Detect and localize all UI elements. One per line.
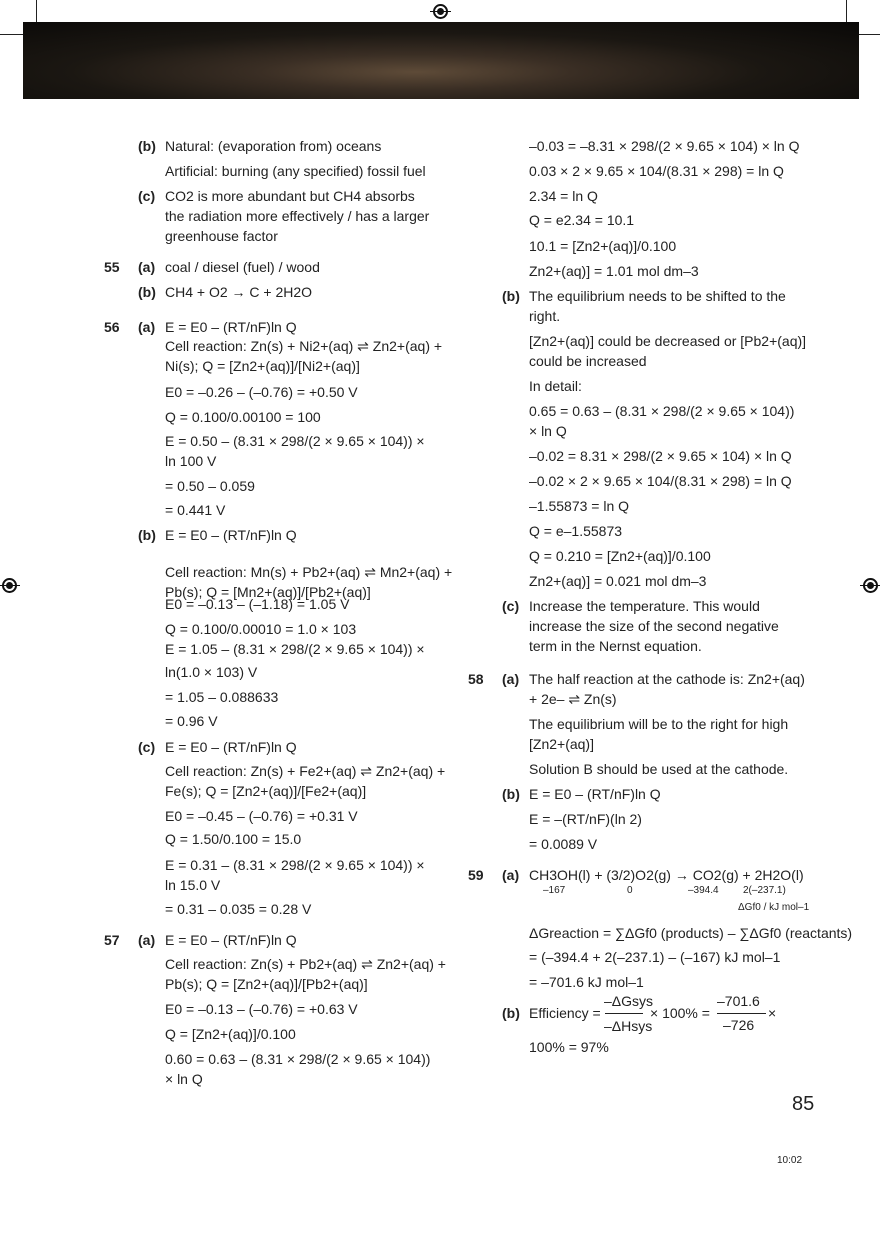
answer-line: Zn2+(aq)] = 1.01 mol dm–3 (529, 263, 699, 279)
answer-line: term in the Nernst equation. (529, 638, 702, 654)
answer-line: = 0.0089 V (529, 836, 598, 852)
part-label: (a) (502, 671, 520, 687)
answer-line: E = E0 – (RT/nF)ln Q (165, 527, 297, 543)
answer-line: Cell reaction: Zn(s) + Fe2+(aq) ⇌ Zn2+(aq) + (165, 763, 446, 779)
answer-line: –0.02 = 8.31 × 298/(2 × 9.65 × 104) × ln Q (529, 448, 792, 464)
answer-line: Increase the temperature. This would (529, 598, 760, 614)
answer-line: ln 100 V (165, 453, 217, 469)
answer-line: E = 0.31 – (8.31 × 298/(2 × 9.65 × 104)) × (165, 857, 425, 873)
answer-line: –ΔGsys (604, 993, 654, 1009)
fraction-bar (717, 1013, 766, 1014)
answer-line: –701.6 (717, 993, 760, 1009)
part-label: (b) (138, 138, 156, 154)
answer-line: = 0.96 V (165, 713, 218, 729)
answer-line: ln 15.0 V (165, 877, 221, 893)
answer-line: Pb(s); Q = [Zn2+(aq)]/[Pb2+(aq)] (165, 976, 368, 992)
answer-line: E = –(RT/nF)(ln 2) (529, 811, 642, 827)
footer-timestamp: 10:02 (777, 1155, 803, 1166)
registration-mark-icon (2, 578, 17, 593)
page-number: 85 (792, 1093, 815, 1115)
answer-line: ΔGreaction = ∑ΔGf0 (products) – ∑ΔGf0 (reactants) (529, 925, 853, 941)
question-number: 57 (104, 932, 120, 948)
answer-line: × ln Q (529, 423, 567, 439)
answer-line: 0.60 = 0.63 – (8.31 × 298/(2 × 9.65 × 104)) (165, 1051, 431, 1067)
answer-line: CH3OH(l) + (3/2)O2(g) → CO2(g) + 2H2O(l) (529, 867, 804, 883)
part-label: (c) (138, 739, 156, 755)
answer-line: = 1.05 – 0.088633 (165, 689, 279, 705)
answer-line: Efficiency = (529, 1005, 601, 1021)
part-label: (a) (138, 319, 156, 335)
answer-line: 2.34 = ln Q (529, 188, 598, 204)
answer-line: 0.03 × 2 × 9.65 × 104/(8.31 × 298) = ln Q (529, 163, 784, 179)
answer-line: greenhouse factor (165, 228, 278, 244)
part-label: (b) (502, 288, 520, 304)
part-label: (c) (138, 188, 156, 204)
answer-line: E0 = –0.45 – (–0.76) = +0.31 V (165, 808, 358, 824)
crop-mark (859, 34, 880, 35)
part-label: (b) (502, 1005, 520, 1021)
answer-line: [Zn2+(aq)] could be decreased or [Pb2+(aq)] (529, 333, 807, 349)
answer-line: The equilibrium will be to the right for high (529, 716, 789, 732)
answer-line: CO2 is more abundant but CH4 absorbs (165, 188, 415, 204)
answer-line: –0.03 = –8.31 × 298/(2 × 9.65 × 104) × ln Q (529, 138, 800, 154)
answer-line: Zn2+(aq)] = 0.021 mol dm–3 (529, 573, 707, 589)
header-banner (23, 22, 859, 99)
fraction-bar (605, 1013, 643, 1014)
answer-line: Cell reaction: Mn(s) + Pb2+(aq) ⇌ Mn2+(aq) + (165, 564, 453, 580)
question-number: 55 (104, 259, 120, 275)
answer-line: the radiation more effectively / has a larger (165, 208, 430, 224)
registration-mark-icon (433, 4, 448, 19)
part-label: (b) (138, 284, 156, 300)
answer-line: coal / diesel (fuel) / wood (165, 259, 320, 275)
answer-line: increase the size of the second negative (529, 618, 779, 634)
answer-line: Natural: (evaporation from) oceans (165, 138, 382, 154)
answer-line: could be increased (529, 353, 647, 369)
part-label: (a) (138, 259, 156, 275)
answer-line: 2(–237.1) (743, 885, 786, 896)
answer-line: = (–394.4 + 2(–237.1) – (–167) kJ mol–1 (529, 949, 781, 965)
answer-line: –1.55873 = ln Q (529, 498, 630, 514)
answer-line: –726 (723, 1017, 755, 1033)
answer-line: = 0.31 – 0.035 = 0.28 V (165, 901, 312, 917)
answer-line: –394.4 (688, 885, 719, 896)
answer-line: Fe(s); Q = [Zn2+(aq)]/[Fe2+(aq)] (165, 783, 367, 799)
answer-line: × (768, 1005, 777, 1021)
answer-line: E0 = –0.13 – (–0.76) = +0.63 V (165, 1001, 358, 1017)
answer-line: 10.1 = [Zn2+(aq)]/0.100 (529, 238, 677, 254)
answer-line: The equilibrium needs to be shifted to the (529, 288, 786, 304)
answer-line: Cell reaction: Zn(s) + Pb2+(aq) ⇌ Zn2+(aq) + (165, 956, 446, 972)
answer-line: –ΔHsys (604, 1018, 653, 1034)
answer-line: –167 (543, 885, 566, 896)
answer-line: right. (529, 308, 561, 324)
answer-line: Q = e–1.55873 (529, 523, 623, 539)
answer-line: = 0.441 V (165, 502, 226, 518)
answer-line: + 2e– ⇌ Zn(s) (529, 691, 617, 707)
crop-mark (0, 34, 23, 35)
answer-line: 0 (627, 885, 633, 896)
answer-line: 0.65 = 0.63 – (8.31 × 298/(2 × 9.65 × 104)) (529, 403, 795, 419)
answer-line: E0 = –0.26 – (–0.76) = +0.50 V (165, 384, 358, 400)
answer-line: Q = 0.100/0.00100 = 100 (165, 409, 321, 425)
part-label: (a) (502, 867, 520, 883)
answer-line: E = E0 – (RT/nF)ln Q (165, 319, 297, 335)
answer-line: Q = 0.100/0.00010 = 1.0 × 103 (165, 621, 357, 637)
part-label: (b) (502, 786, 520, 802)
answer-line: × 100% = (650, 1005, 710, 1021)
registration-mark-icon (863, 578, 878, 593)
answer-line: E = 0.50 – (8.31 × 298/(2 × 9.65 × 104)) × (165, 433, 425, 449)
part-label: (b) (138, 527, 156, 543)
question-number: 58 (468, 671, 484, 687)
answer-line: Ni(s); Q = [Zn2+(aq)]/[Ni2+(aq)] (165, 358, 360, 374)
answer-line: Q = 1.50/0.100 = 15.0 (165, 831, 302, 847)
question-number: 56 (104, 319, 120, 335)
answer-line: [Zn2+(aq)] (529, 736, 594, 752)
answer-line: CH4 + O2 → C + 2H2O (165, 284, 313, 300)
part-label: (c) (502, 598, 520, 614)
question-number: 59 (468, 867, 484, 883)
answer-line: In detail: (529, 378, 582, 394)
answer-line: ΔGf0 / kJ mol–1 (738, 902, 810, 913)
answer-line: –0.02 × 2 × 9.65 × 104/(8.31 × 298) = ln Q (529, 473, 792, 489)
answer-line: Artificial: burning (any specified) fossil fuel (165, 163, 426, 179)
answer-line: × ln Q (165, 1071, 203, 1087)
answer-line: The half reaction at the cathode is: Zn2+(aq) (529, 671, 805, 687)
answer-line: Q = [Zn2+(aq)]/0.100 (165, 1026, 296, 1042)
part-label: (a) (138, 932, 156, 948)
answer-line: E = E0 – (RT/nF)ln Q (529, 786, 661, 802)
answer-line: Solution B should be used at the cathode. (529, 761, 789, 777)
answer-line: E = E0 – (RT/nF)ln Q (165, 739, 297, 755)
answer-line: = 0.50 – 0.059 (165, 478, 255, 494)
answer-line: E0 = –0.13 – (–1.18) = 1.05 V (165, 596, 350, 612)
answer-line: = –701.6 kJ mol–1 (529, 974, 644, 990)
answer-line: Cell reaction: Zn(s) + Ni2+(aq) ⇌ Zn2+(aq) + (165, 338, 443, 354)
answer-line: 100% = 97% (529, 1039, 609, 1055)
answer-line: Q = e2.34 = 10.1 (529, 212, 635, 228)
answer-line: ln(1.0 × 103) V (165, 664, 258, 680)
answer-line: Q = 0.210 = [Zn2+(aq)]/0.100 (529, 548, 711, 564)
crop-mark (846, 0, 847, 22)
crop-mark (36, 0, 37, 22)
answer-line: E = 1.05 – (8.31 × 298/(2 × 9.65 × 104)) × (165, 641, 425, 657)
answer-line: E = E0 – (RT/nF)ln Q (165, 932, 297, 948)
answer-line: Pb(s); Q = [Mn2+(aq)]/[Pb2+(aq)] (165, 584, 371, 600)
